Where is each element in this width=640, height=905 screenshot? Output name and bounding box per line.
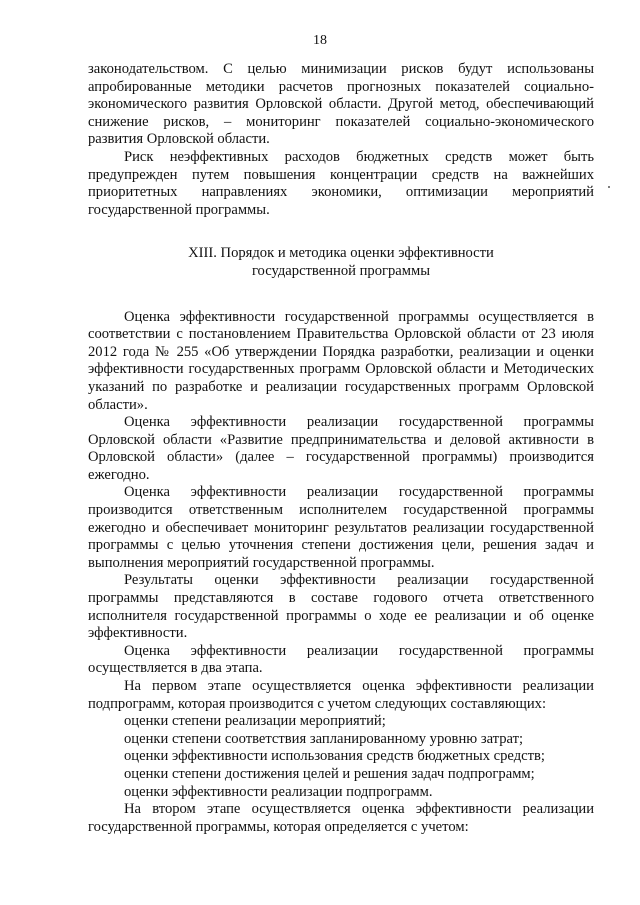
- paragraph-two-stages: Оценка эффективности реализации государственной программы осуществляется в два этапа.: [88, 642, 594, 677]
- list-item: оценки степени достижения целей и решения задач подпрограмм;: [124, 765, 535, 782]
- section-title-line2: государственной программы: [251, 262, 431, 279]
- list-item: оценки эффективности использования средств бюджетных средств;: [124, 748, 545, 765]
- paragraph-continuation: законодательством. С целью минимизации рисков будут использованы апробированные методики расчетов прогнозных показателей социально-экономического развития Орловской области. Другой метод, обеспечивающий снижение рисков, – мониторинг показателей социально-экономического развития Орловской области.: [88, 61, 594, 148]
- paragraph-risk: Риск неэффективных расходов бюджетных средств может быть предупрежден путем повышения концентрации средств на важнейших приоритетных направлениях экономики, оптимизации мероприятий государственной программы.: [88, 148, 594, 218]
- section-title-line1: XIII. Порядок и методика оценки эффективности: [188, 245, 494, 262]
- paragraph-results: Результаты оценки эффективности реализации государственной программы представляются в составе годового отчета ответственного исполнителя государственной программы о ходе ее реализации и об оценке эффективности.: [88, 572, 594, 642]
- paragraph-evaluation-basis: Оценка эффективности государственной программы осуществляется в соответствии с постановлением Правительства Орловской области от 23 июля 2012 года № 255 «Об утверждении Порядка разработки, реализации и оценки эффективности государственных программ Орловской области и Методических указаний по разработке и реализации государственных программ Орловской области».: [88, 308, 594, 413]
- paragraph-second-stage: На втором этапе осуществляется оценка эффективности реализации государственной программы, которая определяется с учетом:: [88, 801, 594, 835]
- list-item: оценки эффективности реализации подпрограмм.: [124, 783, 433, 800]
- paragraph-evaluation-executor: Оценка эффективности реализации государственной программы производится ответственным исполнителем государственной программы ежегодно и обеспечивает мониторинг результатов реализации государственной программы с целью уточнения степени достижения цели, решения задач и выполнения мероприятий государственной программы.: [88, 484, 594, 571]
- scan-speck: [608, 186, 610, 188]
- paragraph-evaluation-annual: Оценка эффективности реализации государственной программы Орловской области «Развитие предпринимательства и деловой активности в Орловской области» (далее – государственной программы) производится ежегодно.: [88, 414, 594, 483]
- page-number: 18: [313, 33, 327, 48]
- page-body: [88, 61, 594, 836]
- list-item: оценки степени реализации мероприятий;: [124, 713, 386, 730]
- list-item: оценки степени соответствия запланированному уровню затрат;: [124, 730, 524, 747]
- paragraph-first-stage: На первом этапе осуществляется оценка эффективности реализации подпрограмм, которая производится с учетом следующих составляющих:: [88, 678, 594, 712]
